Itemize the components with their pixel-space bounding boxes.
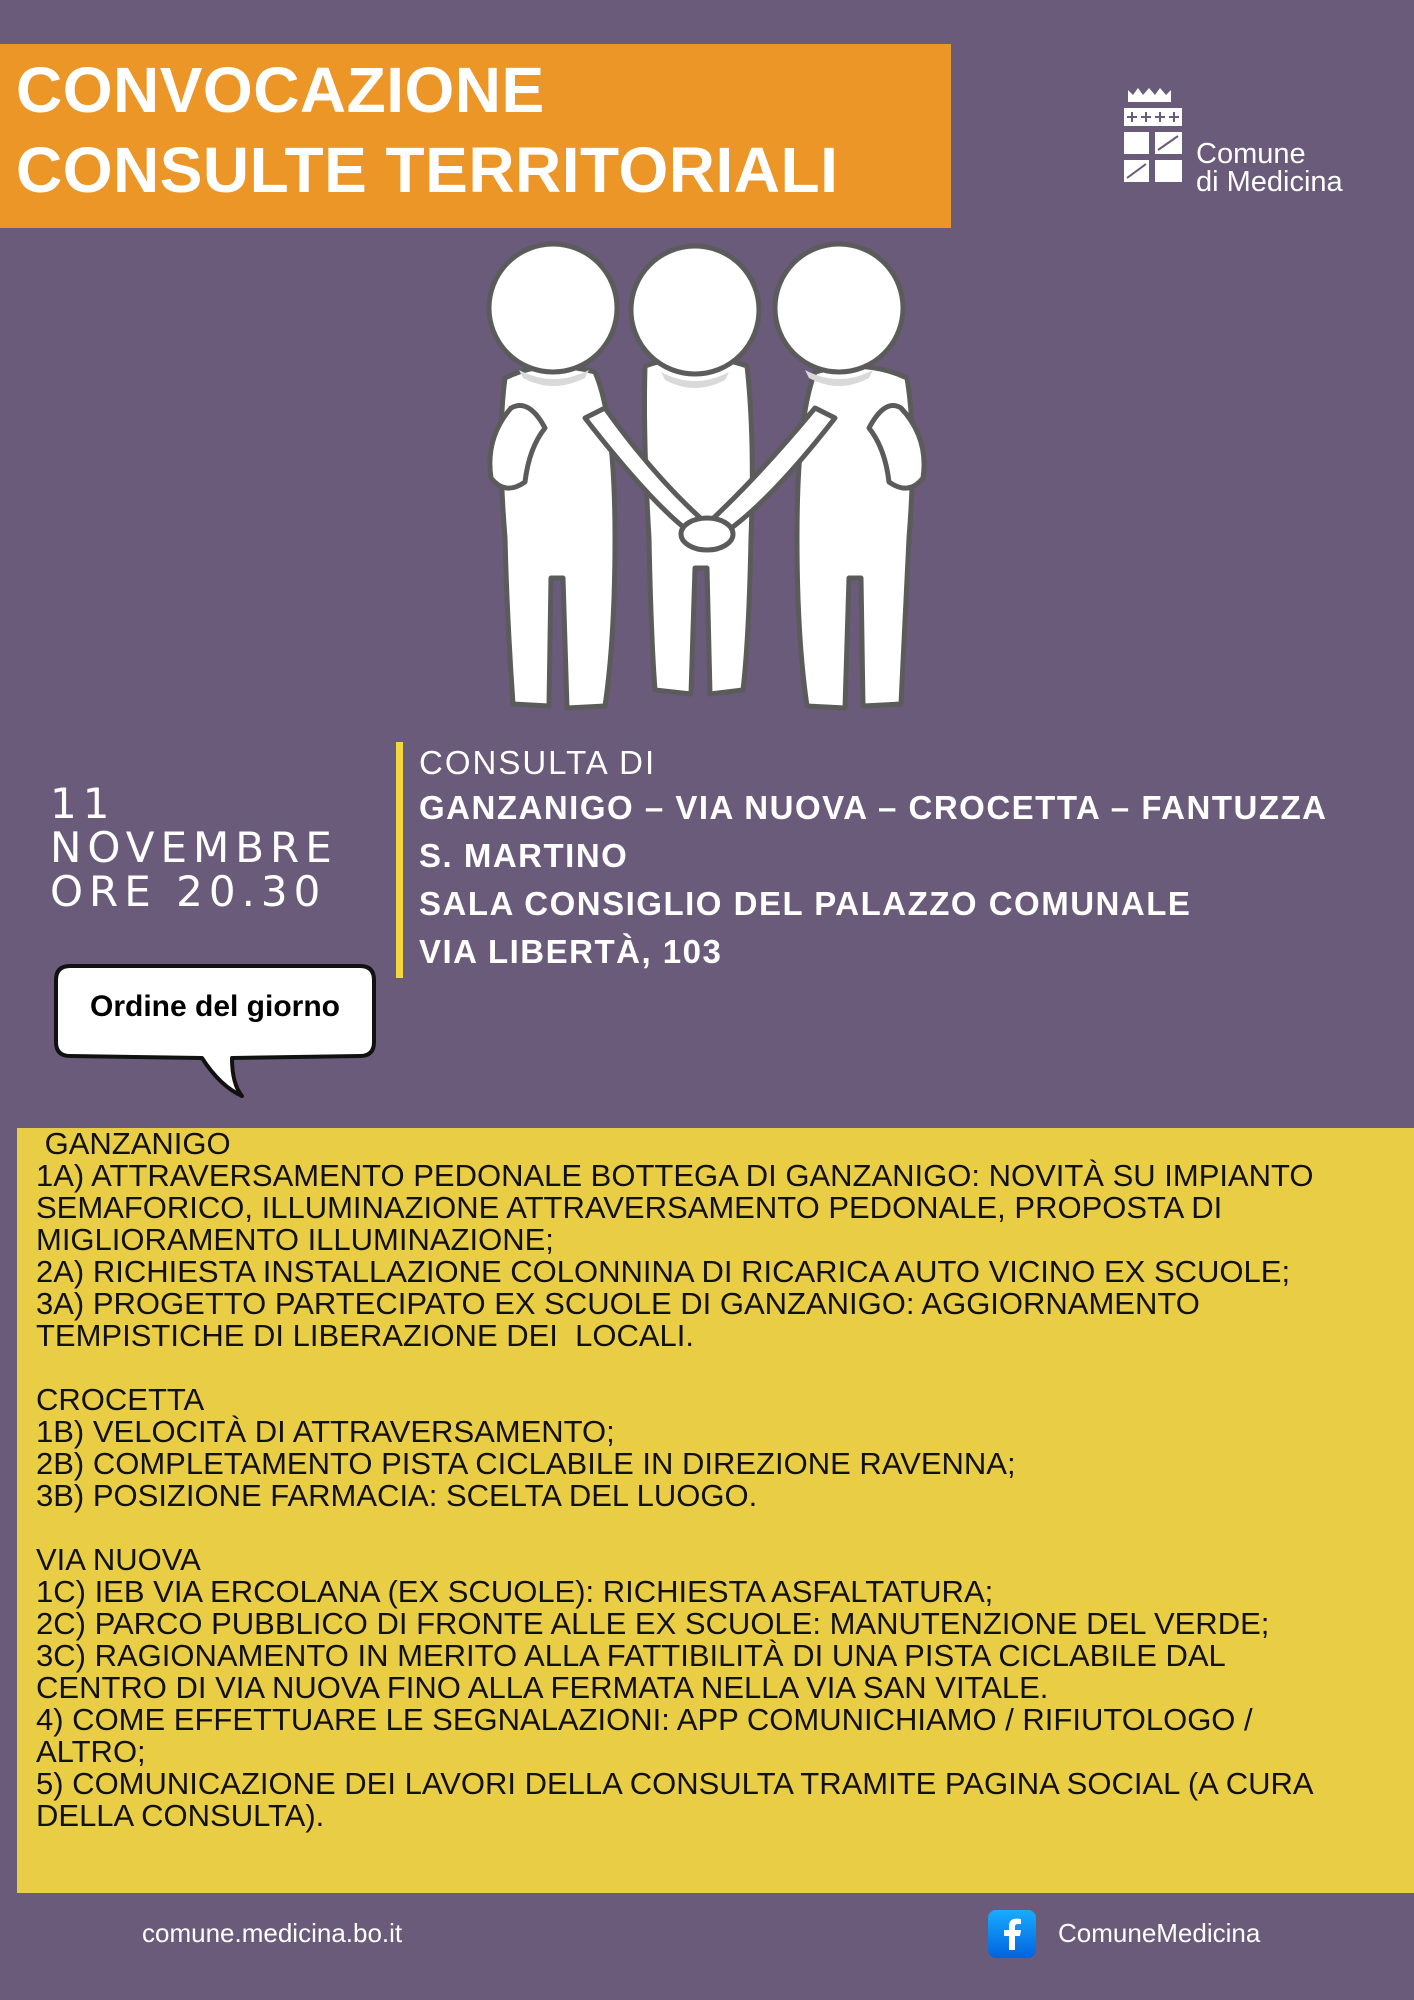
agenda-panel	[17, 1128, 1414, 1893]
info-venue: SALA CONSIGLIO DEL PALAZZO COMUNALE	[419, 885, 1192, 922]
agenda-line: 3A) PROGETTO PARTECIPATO EX SCUOLE DI GANZANIGO: AGGIORNAMENTO	[36, 1286, 1200, 1321]
agenda-line: ALTRO;	[36, 1734, 146, 1769]
accent-bar	[396, 742, 403, 978]
event-date	[50, 779, 338, 916]
footer-facebook-handle[interactable]: ComuneMedicina	[1058, 1918, 1261, 1948]
agenda-line: CROCETTA	[36, 1382, 205, 1417]
agenda-line: 3C) RAGIONAMENTO IN MERITO ALLA FATTIBILITÀ DI UNA PISTA CICLABILE DAL	[36, 1638, 1226, 1673]
footer-website[interactable]: comune.medicina.bo.it	[142, 1918, 403, 1948]
logo-text-line-1: Comune	[1196, 138, 1306, 170]
agenda-spacer	[36, 1512, 1414, 1544]
logo-text-line-2: di Medicina	[1196, 166, 1343, 198]
agenda-line: VIA NUOVA	[36, 1542, 201, 1577]
event-day: 11	[50, 779, 116, 828]
agenda-line: 1B) VELOCITÀ DI ATTRAVERSAMENTO;	[36, 1414, 615, 1449]
agenda-heading: Ordine del giorno	[89, 990, 340, 1023]
agenda-line: DELLA CONSULTA).	[36, 1798, 325, 1833]
info-areas: GANZANIGO – VIA NUOVA – CROCETTA – FANTUZZA	[419, 789, 1328, 826]
agenda-line: SEMAFORICO, ILLUMINAZIONE ATTRAVERSAMENTO PEDONALE, PROPOSTA DI	[36, 1190, 1223, 1225]
agenda-line: GANZANIGO	[36, 1126, 231, 1161]
info-areas-2: S. MARTINO	[419, 837, 629, 874]
agenda-line: CENTRO DI VIA NUOVA FINO ALLA FERMATA NELLA VIA SAN VITALE.	[36, 1670, 1049, 1705]
event-month: NOVEMBRE	[50, 823, 338, 872]
facebook-icon[interactable]	[988, 1910, 1036, 1958]
event-info	[419, 742, 1327, 976]
agenda-line: TEMPISTICHE DI LIBERAZIONE DEI LOCALI.	[36, 1318, 695, 1353]
agenda-line: 3B) POSIZIONE FARMACIA: SCELTA DEL LUOGO.	[36, 1478, 758, 1513]
three-people-holding-hands-icon	[455, 238, 965, 720]
title-banner	[0, 44, 951, 228]
agenda-line: 5) COMUNICAZIONE DEI LAVORI DELLA CONSULTA TRAMITE PAGINA SOCIAL (A CURA	[36, 1766, 1314, 1801]
speech-bubble-icon	[52, 962, 378, 1102]
title-line-1: CONVOCAZIONE	[16, 54, 545, 126]
agenda-line: 1A) ATTRAVERSAMENTO PEDONALE BOTTEGA DI GANZANIGO: NOVITÀ SU IMPIANTO	[36, 1158, 1314, 1193]
title-line-2: CONSULTE TERRITORIALI	[16, 134, 839, 206]
info-label: CONSULTA DI	[419, 744, 657, 781]
agenda-line: 2A) RICHIESTA INSTALLAZIONE COLONNINA DI RICARICA AUTO VICINO EX SCUOLE;	[36, 1254, 1291, 1289]
agenda-spacer	[36, 1352, 1414, 1384]
agenda-line: 2C) PARCO PUBBLICO DI FRONTE ALLE EX SCUOLE: MANUTENZIONE DEL VERDE;	[36, 1606, 1270, 1641]
agenda-line: 1C) IEB VIA ERCOLANA (EX SCUOLE): RICHIESTA ASFALTATURA;	[36, 1574, 994, 1609]
agenda-line: MIGLIORAMENTO ILLUMINAZIONE;	[36, 1222, 554, 1257]
event-time: ORE 20.30	[50, 867, 327, 916]
agenda-line: 4) COME EFFETTUARE LE SEGNALAZIONI: APP COMUNICHIAMO / RIFIUTOLOGO /	[36, 1702, 1253, 1737]
agenda-line: 2B) COMPLETAMENTO PISTA CICLABILE IN DIREZIONE RAVENNA;	[36, 1446, 1016, 1481]
info-address: VIA LIBERTÀ, 103	[419, 933, 723, 970]
